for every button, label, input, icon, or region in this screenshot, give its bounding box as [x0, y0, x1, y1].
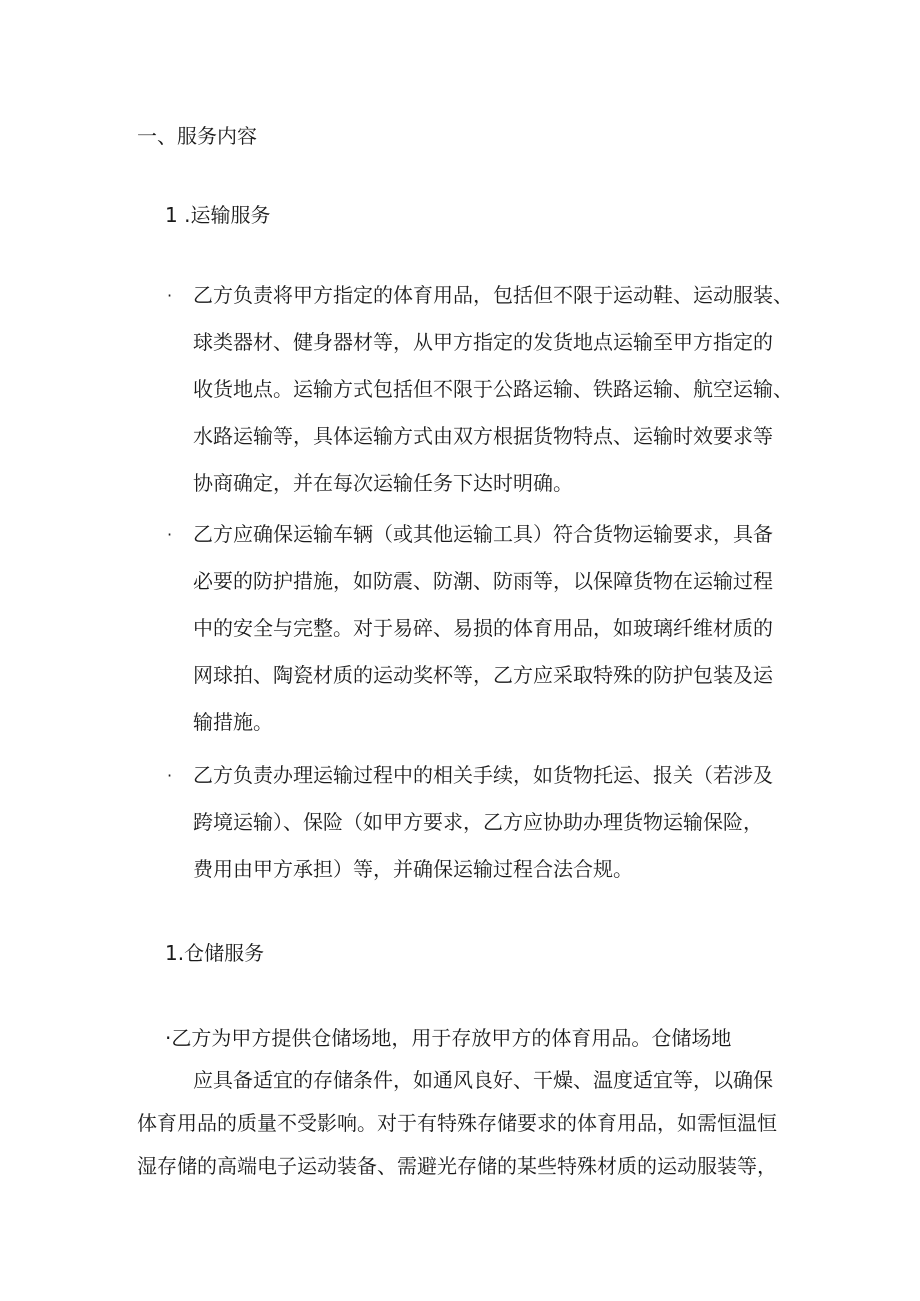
transport-bullet-3 [167, 752, 773, 893]
bullet-line: 费用由甲方承担）等，并确保运输过程合法合规。 [193, 857, 633, 881]
bullet-line: 水路运输等，具体运输方式由双方根据货物特点、运输时效要求等 [193, 424, 773, 448]
transport-bullet-1 [167, 272, 793, 507]
bullet-line: 乙方应确保运输车辆（或其他运输工具）符合货物运输要求，具备 [193, 522, 773, 546]
bullet-line: 乙方负责办理运输过程中的相关手续，如货物托运、报关（若涉及 [193, 763, 773, 787]
bullet-line: 跨境运输）、保险（如甲方要求，乙方应协助办理货物运输保险， [193, 810, 763, 834]
bullet-line: 中的安全与完整。对于易碎、易损的体育用品，如玻璃纤维材质的 [193, 616, 773, 640]
storage-paragraph [137, 1059, 777, 1188]
bullet-line: 网球拍、陶瓷材质的运动奖杯等，乙方应采取特殊的防护包装及运 [193, 663, 773, 687]
bullet-line: 必要的防护措施，如防震、防潮、防雨等，以保障货物在运输过程 [193, 569, 773, 593]
paragraph-line: 湿存储的高端电子运动装备、需避光存储的某些特殊材质的运动服装等， [137, 1154, 777, 1178]
storage-first-line: ·乙方为甲方提供仓储场地，用于存放甲方的体育用品。仓储场地 [165, 1026, 732, 1050]
bullet-line: 协商确定，并在每次运输任务下达时明确。 [193, 471, 573, 495]
section-title: 一、服务内容 [137, 124, 257, 148]
transport-bullet-2 [167, 511, 773, 746]
bullet-line: 球类器材、健身器材等，从甲方指定的发货地点运输至甲方指定的 [193, 330, 773, 354]
bullet-line: 输措施。 [193, 710, 273, 734]
bullet-marker: · [167, 286, 173, 305]
bullet-line: 乙方负责将甲方指定的体育用品，包括但不限于运动鞋、运动服装、 [193, 283, 793, 307]
bullet-marker: · [167, 525, 173, 544]
storage-heading: 1.仓储服务 [165, 941, 265, 965]
transport-heading: 1 .运输服务 [165, 203, 271, 227]
bullet-marker: · [167, 766, 173, 785]
paragraph-line: 应具备适宜的存储条件，如通风良好、干燥、温度适宜等，以确保 [193, 1068, 773, 1092]
bullet-line: 收货地点。运输方式包括但不限于公路运输、铁路运输、航空运输、 [193, 377, 793, 401]
paragraph-line: 体育用品的质量不受影响。对于有特殊存储要求的体育用品，如需恒温恒 [137, 1111, 777, 1135]
